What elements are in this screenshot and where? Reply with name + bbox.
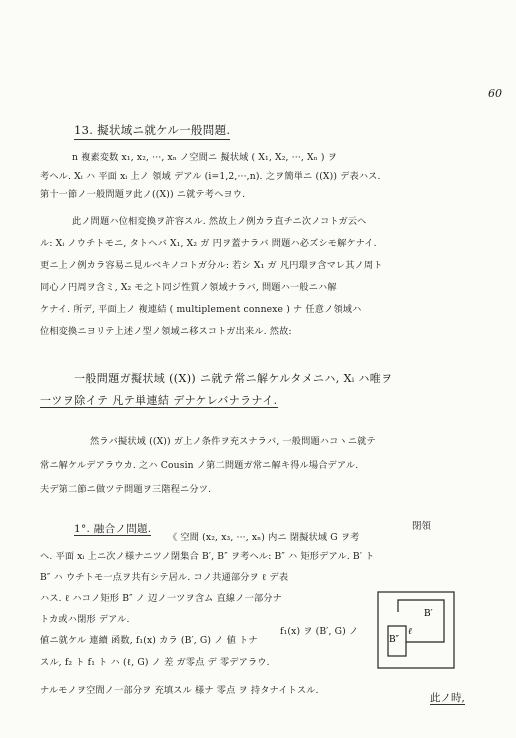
side-note: 閉領: [412, 521, 432, 532]
heading-underline: [74, 139, 230, 140]
subsection-heading: [74, 521, 151, 536]
para4-line: トカ或ハ閉形 デアル.: [40, 614, 130, 625]
para1-line: n 複素変数 x₁, x₂, ···, xₙ ノ空間ニ 擬状域 ( X₁, X₂, ···, Xₙ ) ヲ: [72, 152, 338, 163]
para3-line: 然ラバ擬状域 ((X)) ガ上ノ条件ヲ充スナラバ, 一般問題ハコヽニ就テ: [90, 436, 376, 447]
label-b-double-prime: B″: [389, 635, 399, 645]
para2-line: 同心ノ円周ヲ含ミ, X₂ モ之ト同ジ性質ノ領域ナラバ, 問題ハ一般ニハ解: [40, 282, 337, 293]
para4-line: ヘ. 平面 xᵢ 上ニ次ノ様ナニツノ閉集合 B′, B″ ヲ考ヘル: B″ ハ 矩形デアル. B′ ト: [40, 551, 375, 562]
para2-line: 位相変換ニヨリテ上述ノ型ノ領域ニ移スコトガ出来ル. 然故:: [40, 326, 292, 337]
para2-line: 此ノ問題ハ位相変換ヲ許容スル. 然故上ノ例カラ直チニ次ノコトガ云ヘ: [72, 216, 367, 227]
para1-line: 考ヘル. Xᵢ ハ 平面 xᵢ 上ノ 領域 デアル (i=1,2,···,n). 之ヲ簡単ニ ((X)) デ表ハス.: [40, 171, 381, 182]
para2-line: ケナイ. 所デ, 平面上ノ 複連結 ( multiplement connexe ) ナ 任意ノ領域ハ: [40, 304, 362, 315]
page-number: 60: [488, 87, 502, 100]
subsection-heading-text: 1°. 融合ノ問題.: [74, 523, 152, 535]
para4-line: 値ニ就ケル 連續 函数, f₁(x) カラ (B′, G) ノ 値 トナ: [40, 635, 258, 646]
section-heading-text: 13. 擬状域ニ就ケル一般問題.: [74, 123, 231, 137]
para3-line: 夫デ第二節ニ做ツテ問題ヲ三階程ニ分ツ.: [40, 484, 212, 495]
emphasis-line-2-text: 一ツヲ除イテ 凡テ単連結 デナケレバナラナイ.: [40, 394, 278, 407]
section-heading: [74, 122, 230, 138]
region-b-prime: [398, 600, 444, 642]
closing-phrase-text: 此ノ時,: [430, 692, 465, 704]
para1-line: 第十一節ノ一般問題ヲ此ノ((X)) ニ就テ考ヘヨウ.: [40, 189, 246, 200]
para2-line: ル: Xᵢ ノウチトモニ, タトヘバ X₁, X₂ ガ 円ヲ蓋ナラバ 問題ハ必ズシモ解ケナイ.: [40, 238, 377, 249]
label-l: ℓ: [408, 627, 412, 637]
para3-line: 常ニ解ケルデアラウカ. 之ハ Cousin ノ第二問題ガ常ニ解キ得ル場合デアル.: [40, 460, 359, 471]
rectangle-diagram: [376, 590, 456, 670]
closing-phrase: [430, 690, 465, 705]
para4-line: スル, f₂ ト f₁ ト ハ (ℓ, G) ノ 差 ガ零点 デ 零デアラウ.: [40, 657, 270, 668]
para4-line: 《 空間 (x₂, x₃, ···, xₙ) 内ニ 閉擬状域 G ヲ考: [168, 532, 360, 543]
label-b-prime: B′: [424, 609, 433, 619]
emphasis-line-2: [40, 392, 278, 408]
formula: f₁(x) ヲ (B′, G) ノ: [280, 626, 359, 637]
emphasis-line-1: 一般問題ガ擬状域 ((X)) ニ就テ常ニ解ケルタメニハ, Xᵢ ハ唯ヲ: [74, 372, 393, 385]
para4-line: ハス. ℓ ハコノ矩形 B″ ノ 辺ノ一ツヲ含ム 直線ノ一部分ナ: [40, 593, 282, 604]
para4-line: ナルモノヲ空間ノ一部分ヲ 充填スル 様ナ 零点 ヲ 持タナイトスル.: [40, 685, 319, 696]
para4-line: B″ ハ ウチトモ一点ヲ共有シテ居ル. コノ共通部分ヲ ℓ デ表: [40, 572, 289, 583]
para2-line: 更ニ上ノ例カラ容易ニ見ルベキノコトガ分ル: 若シ X₁ ガ 凡円環ヲ含マレ其ノ周ト: [40, 260, 383, 271]
